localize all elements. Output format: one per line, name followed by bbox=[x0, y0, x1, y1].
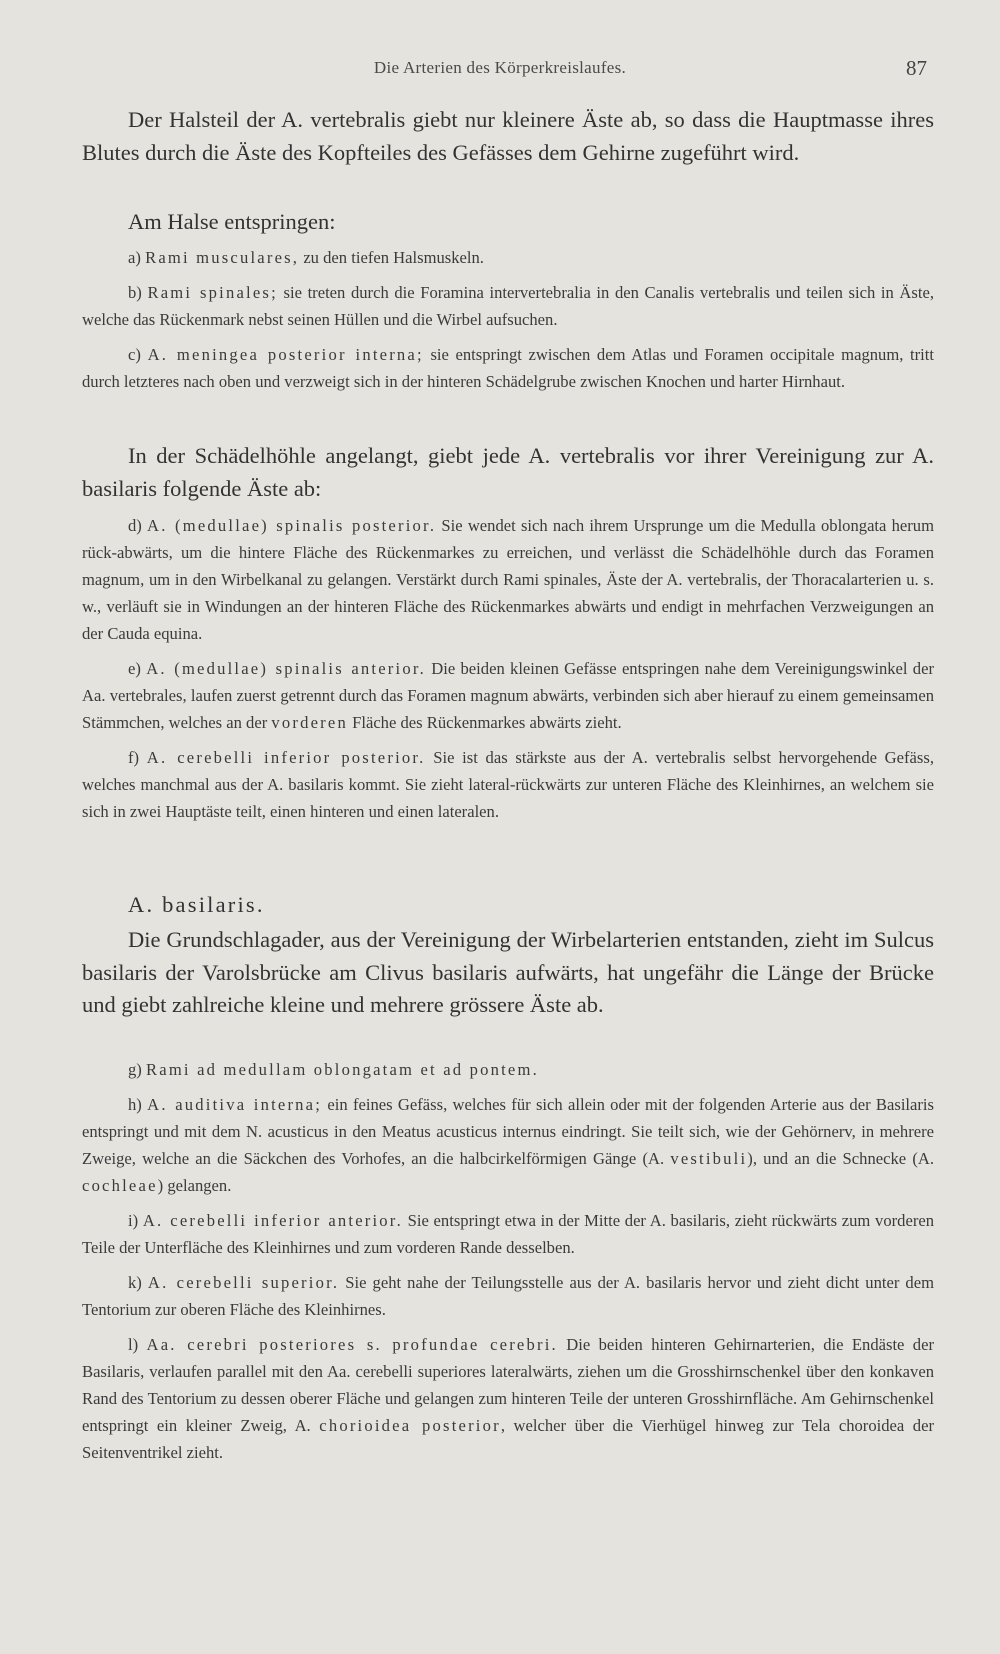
item-marker: d) bbox=[128, 516, 142, 535]
item-marker: k) bbox=[128, 1273, 142, 1292]
list-am-halse bbox=[82, 244, 934, 403]
body-section-4 bbox=[82, 892, 934, 918]
item-term: A. cerebelli inferior anterior. bbox=[142, 1211, 403, 1230]
paragraph-schaedelhoehle: In der Schädelhöhle angelangt, giebt jede A. vertebralis vor ihrer Vereinigung zur A. basilaris folgende Äste ab: bbox=[82, 443, 934, 501]
item-text: Sie wendet sich nach ihrem Ursprunge um die Medulla oblongata herum rück-abwärts, um die hintere Fläche des Rückenmarkes zu erreichen, und verlässt die Schädelhöhle durch das Foramen magnum, um in den Wirbelkanal zu gelangen. Verstärkt durch Rami spinales, Äste der A. vertebralis, der Thoracalarterien u. s. w., verläuft sie in Windungen an der hinteren Fläche des Rückenmarkes abwärts und endigt in mehrfachen Verzweigungen an der Cauda equina. bbox=[82, 516, 935, 643]
item-marker: f) bbox=[128, 748, 140, 767]
item-text: sie treten durch die Foramina intervertebralia in den Canalis vertebralis und teilen sich in Äste, welche das Rückenmark nebst seinen Hüllen und die Wirbel aufsuchen. bbox=[82, 283, 934, 329]
section-heading-basilaris: A. basilaris. bbox=[128, 892, 265, 917]
list-item-b bbox=[82, 279, 934, 333]
body-section-1 bbox=[82, 104, 934, 169]
list-schaedelhoehle bbox=[82, 512, 934, 833]
list-basilaris bbox=[82, 1056, 934, 1474]
item-text: zu den tiefen Halsmuskeln. bbox=[299, 248, 484, 267]
item-term: A. (medullae) spinalis posterior. bbox=[147, 516, 437, 535]
list-item-d bbox=[82, 512, 934, 647]
item-term: Aa. cerebri posteriores s. profundae cerebri. bbox=[146, 1335, 558, 1354]
item-marker: a) bbox=[128, 248, 141, 267]
item-marker: c) bbox=[128, 345, 141, 364]
page-header bbox=[0, 58, 1000, 88]
list-item-i bbox=[82, 1207, 934, 1261]
body-section-3 bbox=[82, 440, 934, 505]
running-title: Die Arterien des Körperkreislaufes. bbox=[373, 58, 627, 77]
item-text: ), und an die Schnecke (A. bbox=[747, 1149, 934, 1168]
item-term: A. meningea posterior interna; bbox=[147, 345, 424, 364]
body-section-5 bbox=[82, 924, 934, 1022]
item-marker: i) bbox=[128, 1211, 139, 1230]
paragraph-halsteil: Der Halsteil der A. vertebralis giebt nur kleinere Äste ab, so dass die Hauptmasse ihres Blutes durch die Äste des Kopfteiles des Gefässes dem Gehirne zugeführt wird. bbox=[82, 107, 934, 165]
item-marker: g) bbox=[128, 1060, 142, 1079]
list-item-k bbox=[82, 1269, 934, 1323]
item-text: Sie ist das stärkste aus der A. vertebralis selbst hervorgehende Gefäss, welches manchmal aus der A. basilaris kommt. Sie zieht lateral-rückwärts zur unteren Fläche des Kleinhirnes, an welchem sie sich in zwei Hauptäste teilt, einen hinteren und einen lateralen. bbox=[82, 748, 934, 821]
item-term-inline: vestibuli bbox=[670, 1149, 748, 1168]
subheading-am-halse: Am Halse entspringen: bbox=[128, 209, 336, 234]
item-text: Sie entspringt etwa in der Mitte der A. basilaris, zieht rückwärts zum vorderen Teile der Unterfläche des Kleinhirnes und zum vorderen Rande desselben. bbox=[82, 1211, 935, 1257]
list-item-g bbox=[82, 1056, 934, 1083]
item-term-inline: chorioidea posterior bbox=[319, 1416, 501, 1435]
item-marker: l) bbox=[128, 1335, 139, 1354]
item-text: sie entspringt zwischen dem Atlas und Foramen occipitale magnum, tritt durch letzteres nach oben und verzweigt sich in der hinteren Schädelgrube zwischen Knochen und harter Hirnhaut. bbox=[82, 345, 935, 391]
item-text: ) gelangen. bbox=[157, 1176, 232, 1195]
list-item-c bbox=[82, 341, 934, 395]
body-section-2 bbox=[82, 206, 934, 239]
list-item-l bbox=[82, 1331, 934, 1466]
item-text: Die beiden kleinen Gefässe entspringen nahe dem Vereinigungswinkel der Aa. vertebrales, laufen zuerst getrennt durch das Foramen magnum abwärts, verbinden sich aber hierauf zu einem gemeinsamen Stämmchen, welches an der bbox=[82, 659, 934, 732]
item-marker: b) bbox=[128, 283, 142, 302]
item-term: A. cerebelli superior. bbox=[147, 1273, 340, 1292]
item-term: Rami musculares, bbox=[145, 248, 300, 267]
item-marker: e) bbox=[128, 659, 141, 678]
item-text: , welcher über die Vierhügel hinweg zur Tela choroidea der Seitenventrikel zieht. bbox=[82, 1416, 934, 1462]
list-item-e bbox=[82, 655, 934, 736]
item-text: Fläche des Rückenmarkes abwärts zieht. bbox=[347, 713, 622, 732]
item-term-inline: cochleae bbox=[82, 1176, 158, 1195]
item-term: A. cerebelli inferior posterior. bbox=[146, 748, 426, 767]
item-text: Sie geht nahe der Teilungsstelle aus der A. basilaris hervor und zieht dicht unter dem Tentorium zur oberen Fläche des Kleinhirnes. bbox=[82, 1273, 934, 1319]
list-item-h bbox=[82, 1091, 934, 1199]
page-number: 87 bbox=[906, 56, 927, 80]
item-term-inline: vorderen bbox=[271, 713, 348, 732]
item-marker: h) bbox=[128, 1095, 142, 1114]
list-item-f bbox=[82, 744, 934, 825]
list-item-a bbox=[82, 244, 934, 271]
item-term: A. (medullae) spinalis anterior. bbox=[146, 659, 426, 678]
item-text: Die beiden hinteren Gehirnarterien, die Endäste der Basilaris, verlaufen parallel mit den Aa. cerebelli superiores lateralwärts, ziehen um die Grosshirnschenkel über den konkaven Rand des Tentorium zu dessen oberer Fläche und gelangen zum hinteren Teile der unteren Grosshirnfläche. Am Gehirnschenkel entspringt ein kleiner Zweig, A. bbox=[82, 1335, 934, 1435]
item-term: A. auditiva interna; bbox=[147, 1095, 323, 1114]
item-term: Rami spinales; bbox=[147, 283, 278, 302]
item-term: Rami ad medullam oblongatam et ad pontem. bbox=[145, 1060, 539, 1079]
item-text: ein feines Gefäss, welches für sich allein oder mit der folgenden Arterie aus der Basilaris entspringt und mit dem N. acusticus in den Meatus acusticus internus eindringt. Sie teilt sich, wie der Gehörnerv, in mehrere Zweige, welche an die Säckchen des Vorhofes, an die halbcirkelförmigen Gänge (A. bbox=[82, 1095, 935, 1168]
paragraph-grundschlagader: Die Grundschlagader, aus der Vereinigung der Wirbelarterien entstanden, zieht im Sulcus basilaris der Varolsbrücke am Clivus basilaris aufwärts, hat ungefähr die Länge der Brücke und giebt zahlreiche kleine und mehrere grössere Äste ab. bbox=[82, 927, 934, 1017]
